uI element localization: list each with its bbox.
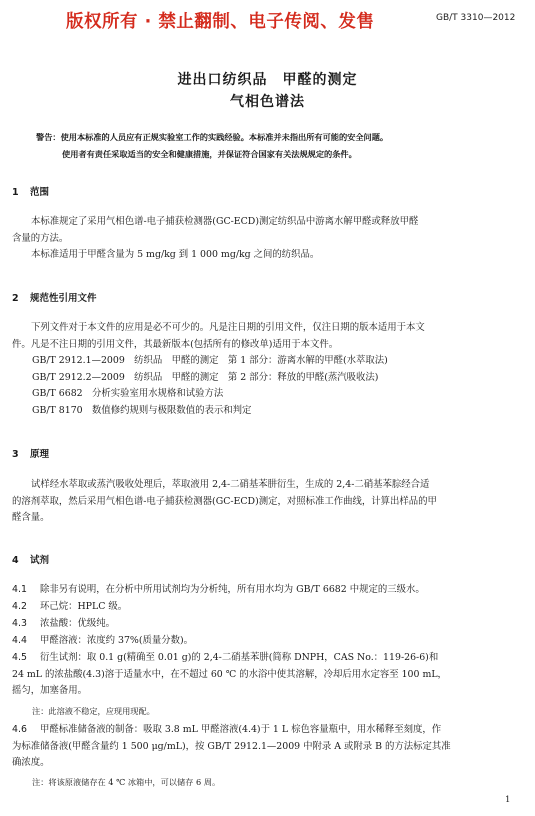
- section-2-body: [12, 320, 522, 353]
- clause-text: 环己烷：HPLC 级。: [40, 601, 128, 612]
- section-1-body: [12, 214, 522, 264]
- clause-number: 4.5: [12, 652, 27, 663]
- paragraph-line: 本标准规定了采用气相色谱-电子捕获检测器(GC-ECD)测定纺织品中游离水解甲醛或释放甲醛: [31, 216, 419, 227]
- section-title: 原理: [30, 449, 50, 460]
- clause-text: 甲醛标准储备液的制备：吸取 3.8 mL 甲醛溶液(4.4)于 1 L 棕色容量瓶中，用水稀释至刻度，作: [40, 724, 442, 735]
- reference-item: GB/T 2912.2—2009 纺织品 甲醛的测定 第 2 部分：释放的甲醛(蒸汽吸收法): [32, 371, 379, 383]
- paragraph-line: 本标准适用于甲醛含量为 5 mg/kg 到 1 000 mg/kg 之间的纺织品。: [31, 249, 320, 260]
- clause-text: 24 mL 的浓盐酸(4.3)溶于适量水中，在不超过 60 ℃ 的水浴中使其溶解，冷却后用水定容至 100 mL，: [12, 668, 447, 680]
- page-number: 1: [505, 795, 511, 805]
- reference-item: GB/T 8170 数值修约规则与极限数值的表示和判定: [32, 404, 252, 416]
- standard-number: GB/T 3310—2012: [436, 13, 516, 23]
- clause-4-4: [12, 633, 524, 650]
- normative-references-list: [32, 353, 388, 419]
- clause-text: 衍生试剂：取 0.1 g(精确至 0.01 g)的 2,4-二硝基苯肼(简称 DNPH，CAS No.：119-26-6)和: [40, 652, 439, 663]
- clause-4-1: [12, 582, 524, 599]
- clause-text: 确浓度。: [12, 757, 50, 768]
- section-title: 范围: [30, 187, 50, 198]
- warning-line-1: 警告：使用本标准的人员应有正规实验室工作的实践经验。本标准并未指出所有可能的安全问题。: [36, 132, 389, 142]
- reference-item: GB/T 2912.1—2009 纺织品 甲醛的测定 第 1 部分：游离水解的甲醛(水萃取法): [32, 355, 388, 366]
- section-number: 4: [12, 555, 19, 566]
- document-title: 进出口纺织品 甲醛的测定: [177, 72, 358, 88]
- paragraph-line: 下列文件对于本文件的应用是必不可少的。凡是注日期的引用文件，仅注日期的版本适用于本文: [31, 322, 425, 333]
- clause-4-2: [12, 599, 524, 616]
- clause-text: 甲醛溶液：浓度约 37%(质量分数)。: [40, 635, 194, 646]
- clause-number: 4.2: [12, 601, 27, 612]
- clause-number: 4.4: [12, 635, 27, 646]
- clause-text: 除非另有说明，在分析中所用试剂均为分析纯，所有用水均为 GB/T 6682 中规定的三级水。: [40, 584, 425, 595]
- section-number: 3: [12, 449, 19, 460]
- section-number: 1: [12, 187, 19, 198]
- warning-line-2: 使用者有责任采取适当的安全和健康措施，并保证符合国家有关法规规定的条件。: [62, 149, 357, 159]
- section-2-heading: [12, 290, 97, 304]
- section-3-body: [12, 477, 522, 527]
- document-subtitle: 气相色谱法: [230, 94, 305, 110]
- paragraph-line: 件。凡是不注日期的引用文件，其最新版本(包括所有的修改单)适用于本文件。: [12, 338, 339, 350]
- reference-item: GB/T 6682 分析实验室用水规格和试验方法: [32, 388, 224, 399]
- safety-warning: [36, 129, 504, 163]
- clause-text: 摇匀，加塞备用。: [12, 685, 88, 696]
- clause-number: 4.3: [12, 618, 27, 629]
- section-4-heading: [12, 552, 49, 566]
- clause-4-5: [12, 650, 524, 700]
- clause-4-6: [12, 722, 524, 772]
- paragraph-line: 的溶剂萃取，然后采用气相色谱-电子捕获检测器(GC-ECD)测定，对照标准工作曲线，计算出样品的甲: [12, 495, 437, 507]
- paragraph-line: 醛含量。: [12, 512, 50, 523]
- clause-text: 浓盐酸：优级纯。: [40, 618, 116, 629]
- section-1-heading: [12, 184, 49, 198]
- note-storage: 注：将该原液储存在 4 ℃ 冰箱中，可以储存 6 周。: [32, 777, 221, 787]
- copyright-watermark: 版权所有 · 禁止翻制、电子传阅、发售: [66, 12, 375, 32]
- section-title: 规范性引用文件: [30, 293, 97, 304]
- clause-number: 4.1: [12, 584, 27, 595]
- section-number: 2: [12, 293, 19, 304]
- paragraph-line: 含量的方法。: [12, 232, 69, 244]
- section-title: 试剂: [30, 555, 50, 566]
- clause-number: 4.6: [12, 724, 27, 735]
- clause-4-3: [12, 616, 524, 633]
- paragraph-line: 试样经水萃取或蒸汽吸收处理后，萃取液用 2,4-二硝基苯肼衍生，生成的 2,4-二硝基苯腙经合适: [31, 479, 430, 490]
- clause-text: 为标准储备液(甲醛含量约 1 500 μg/mL)，按 GB/T 2912.1—2009 中附录 A 或附录 B 的方法标定其准: [12, 740, 451, 752]
- note-unstable-solution: 注：此溶液不稳定，应现用现配。: [32, 706, 155, 716]
- section-3-heading: [12, 446, 49, 460]
